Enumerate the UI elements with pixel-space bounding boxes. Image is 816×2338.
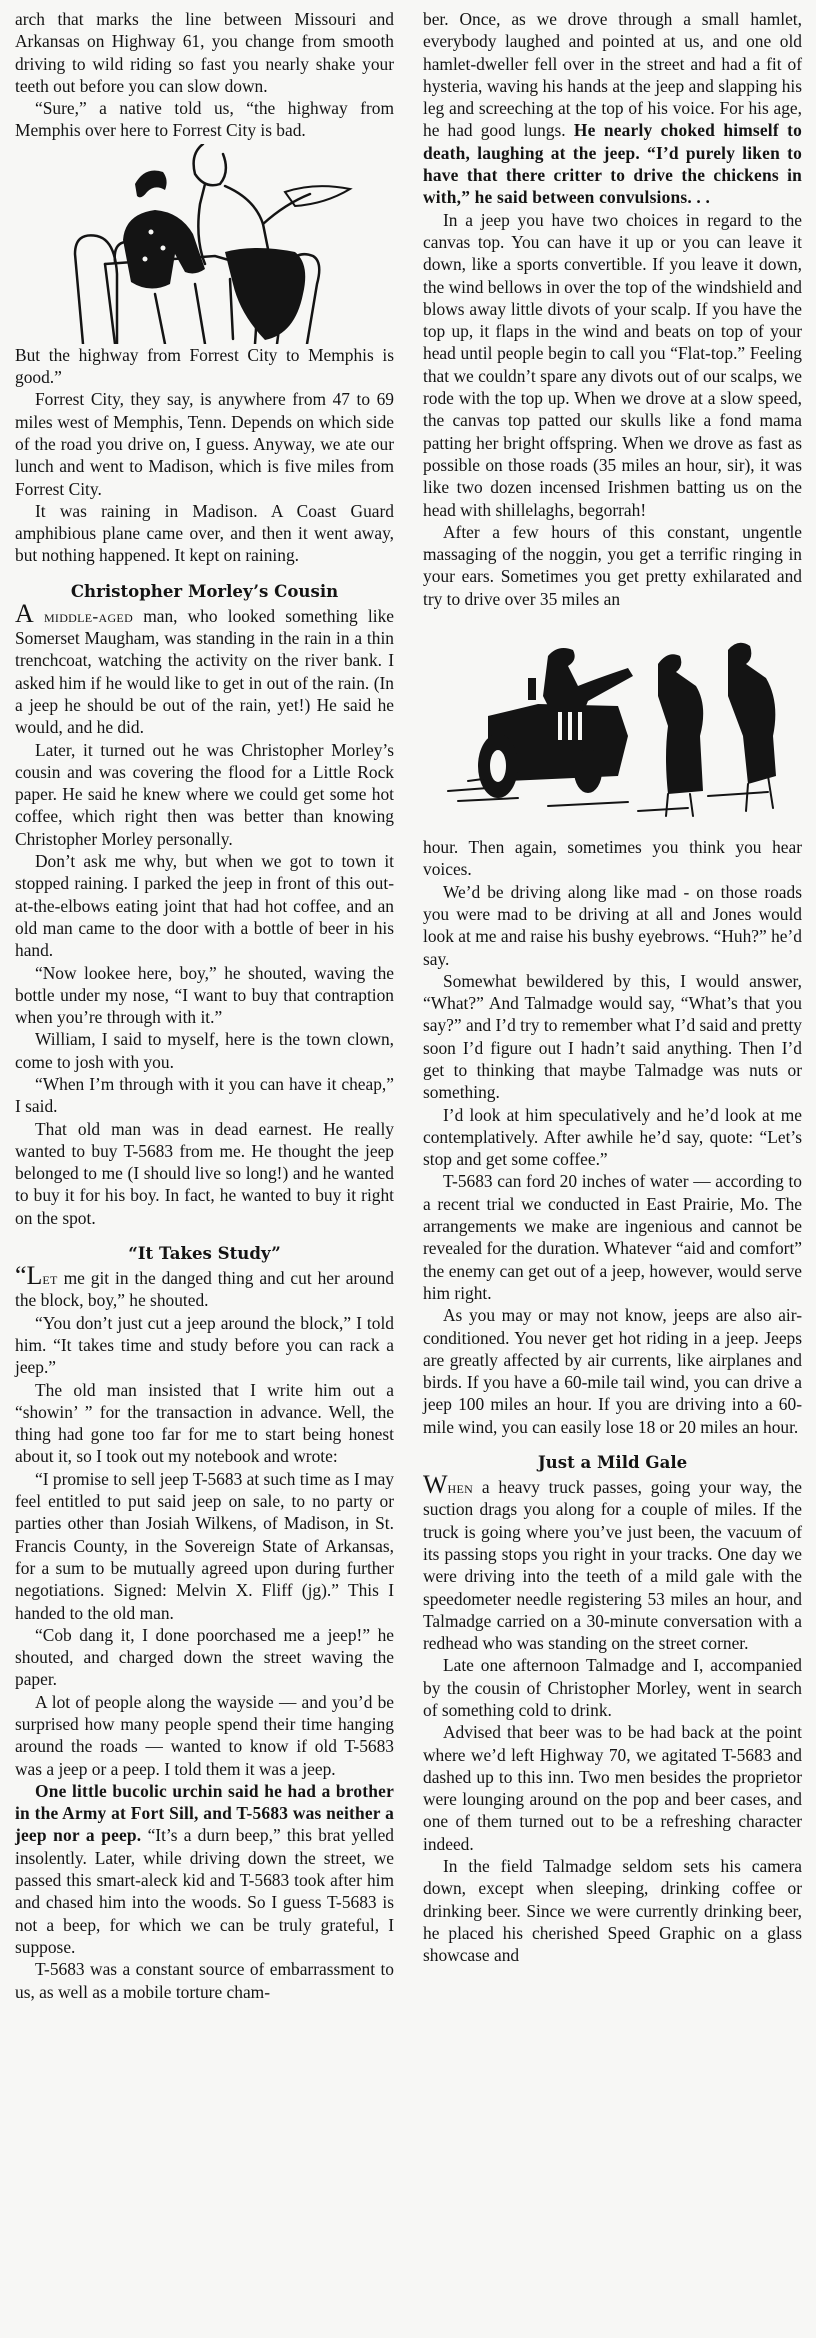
paragraph: As you may or may not know, jeeps are also air-conditioned. You never get hot riding in a jeep. Jeeps are greatly affected by air currents, like airplanes and birds. If you have a 60-mile tail wind, you can drive a jeep 100 miles an hour. If you are driving into a 60-mile wind, you can easily lose 18 or 20 miles an hour.	[423, 1305, 802, 1437]
bold-text: One little bucolic urchin said he had a brother in the Army at Fort Sill, and T-5683 was neither a jeep nor a peep.	[15, 1780, 394, 1846]
paragraph-text: ber. Once, as we drove through a small hamlet, everybody laughed and pointed at us, and one old hamlet-dweller fell over in the street and had a fit of hysteria, waving his hands at the jeep and slapping his leg and screeching at the top of his voice. For his age, he had good lungs.	[423, 9, 802, 141]
paragraph: Advised that beer was to be had back at the point where we’d left Highway 70, we agitated T-5683 and dashed up to this inn. Two men besides the proprietor were lounging around on the pop and beer cases, and one of them turned out to be a refreshing character indeed.	[423, 1722, 802, 1854]
small-caps-lead: et	[42, 1268, 58, 1289]
paragraph	[423, 8, 802, 209]
paragraph: Later, it turned out he was Christopher Morley’s cousin and was covering the flood for a Little Rock paper. He said he knew where we could get some hot coffee, which right then was better than knowing Christopher Morley personally.	[15, 739, 394, 849]
diner-illustration-icon	[55, 144, 355, 344]
paragraph: We’d be driving along like mad - on those roads you were mad to be driving at all and Jones would look at me and raise his bushy eyebrows. “Huh?” he’d say.	[423, 881, 802, 969]
paragraph: A lot of people along the wayside — and you’d be surprised how many people spend their time hanging around the roads — wanted to know if old T-5683 was a jeep or a peep. I told them it was a jeep.	[15, 1691, 394, 1779]
paragraph	[15, 1261, 394, 1312]
paragraph: Forrest City, they say, is anywhere from 47 to 69 miles west of Memphis, Tenn. Depends on which side of the road you drive on, I guess. Anyway, we ate our lunch and went to Madison, which is five miles from Forrest City.	[15, 389, 394, 499]
paragraph-text: a heavy truck passes, going your way, the suction drags you along for a couple of miles. If the truck is going where you’ve just been, the vacuum of its passing stops you right in your tracks. One day we were driving into the teeth of a mild gale with the speedometer needle registering 53 miles an hour, and Talmadge carried on a 30-minute conversation with a redhead who was standing on the street corner.	[423, 1477, 802, 1654]
paragraph: “Sure,” a native told us, “the highway from Memphis over here to Forrest City is bad.	[15, 98, 394, 141]
diner-illustration	[15, 144, 394, 344]
section-heading: “It Takes Study”	[128, 1243, 281, 1264]
right-column	[423, 8, 802, 1967]
small-caps-lead: hen	[447, 1477, 474, 1498]
section-heading: Just a Mild Gale	[537, 1452, 688, 1473]
paragraph: Late one afternoon Talmadge and I, accompanied by the cousin of Christopher Morley, went in search of something cold to drink.	[423, 1655, 802, 1720]
paragraph: T-5683 was a constant source of embarrassment to us, as well as a mobile torture cham-	[15, 1959, 394, 2002]
paragraph: Somewhat bewildered by this, I would answer, “What?” And Talmadge would say, “What’s that you say?” and I’d try to remember what I’d said and pretty soon I’d figure out I hadn’t said anything. Then I’d get to thinking that maybe Talmadge was nuts or something.	[423, 970, 802, 1103]
small-caps-lead: middle-aged	[43, 605, 134, 626]
jeep-illustration	[423, 616, 802, 836]
paragraph-text: man, who looked something like Somerset Maugham, was standing in the rain in a thin trenchcoat, watching the activity on the river bank. I asked him if he would like to get in out of the rain. (In a jeep he should be out of the rain, yet!) He said he would, and he did.	[15, 605, 394, 738]
paragraph: I’d look at him speculatively and he’d look at me contemplatively. After awhile he’d say, quote: “Let’s stop and get some coffee.”	[423, 1104, 802, 1170]
paragraph-text: “It’s a durn beep,” this brat yelled insolently. Later, while driving down the street, we passed this smart-aleck kid and T-5683 took after him and chased him into the woods. So I guess T-5683 is not a beep, for which we can be truly grateful, I suppose.	[15, 1825, 394, 1957]
paragraph	[15, 598, 394, 739]
paragraph: In a jeep you have two choices in regard to the canvas top. You can have it up or you can leave it down, like a sports convertible. If you leave it down, the wind bellows in over the top of the windshield and blows away little divots of your scalp. If you have the top up, it flaps in the wind and beats on top of your head until people begin to call you “Flat-top.” Feeling that we couldn’t spare any divots out of our scalps, we rode with the top up. When we drove at a slow speed, the canvas top patted our skulls like a fond mama patting her bright offspring. When we drove as fast as possible on those roads (35 miles an hour, sir), it was like two dozen incensed Irishmen batting us on the head with shillelaghs, begorrah!	[423, 209, 802, 520]
drop-cap: W	[423, 1470, 448, 1500]
paragraph	[15, 1780, 394, 1958]
drop-cap: “L	[15, 1261, 43, 1291]
paragraph: It was raining in Madison. A Coast Guard amphibious plane came over, and then it went away, but nothing happened. It kept on raining.	[15, 500, 394, 566]
paragraph: In the field Talmadge seldom sets his camera down, except when sleeping, drinking coffee or drinking beer. Since we were currently drinking beer, he placed his cherished Speed Graphic on a glass showcase and	[423, 1856, 802, 1966]
paragraph: William, I said to myself, here is the town clown, come to josh with you.	[15, 1029, 394, 1072]
paragraph: “When I’m through with it you can have it cheap,” I said.	[15, 1073, 394, 1117]
paragraph: arch that marks the line between Missouri and Arkansas on Highway 61, you change from smooth driving to wild riding so fast you nearly shake your teeth out before you can slow down.	[15, 9, 394, 96]
paragraph-text: me git in the danged thing and cut her around the block, boy,” he shouted.	[15, 1268, 394, 1311]
jeep-illustration-icon	[428, 616, 798, 826]
paragraph: After a few hours of this constant, ungentle massaging of the noggin, you get a terrific ringing in your ears. Sometimes you get pretty exhilarated and try to drive over 35 miles an	[423, 521, 802, 609]
paragraph: That old man was in dead earnest. He really wanted to buy T-5683 from me. He thought the jeep belonged to me (I should live so long!) and he wanted to buy it for his boy. In fact, he wanted to buy it right on the spot.	[15, 1118, 394, 1228]
paragraph: The old man insisted that I write him out a “showin’ ” for the transaction in advance. Well, the thing had gone too far for me to start being honest about it, so I took out my notebook and wrote:	[15, 1379, 394, 1467]
paragraph: Don’t ask me why, but when we got to town it stopped raining. I parked the jeep in front of this out-at-the-elbows eating joint that had hot coffee, and an old man came to the door with a bottle of beer in his hand.	[15, 851, 394, 961]
section-heading: Christopher Morley’s Cousin	[70, 580, 339, 601]
paragraph	[423, 1470, 802, 1654]
paragraph: But the highway from Forrest City to Memphis is good.”	[15, 344, 394, 388]
paragraph: “Cob dang it, I done poorchased me a jeep!” he shouted, and charged down the street waving the paper.	[15, 1624, 394, 1690]
bold-text: He nearly choked himself to death, laughing at the jeep. “I’d purely liken to have that there critter to drive the chickens in with,” he said between convulsions. . .	[423, 120, 802, 208]
left-column	[15, 8, 394, 2003]
paragraph: “You don’t just cut a jeep around the block,” I told him. “It takes time and study before you can rack a jeep.”	[15, 1312, 394, 1378]
paragraph: hour. Then again, sometimes you think you hear voices.	[423, 837, 802, 880]
paragraph: T-5683 can ford 20 inches of water — according to a recent trial we conducted in East Prairie, Mo. The arrangements we make are ingenious and cannot be revealed for the duration. Whatever “aid and comfort” the enemy can get out of a jeep, however, would serve him right.	[423, 1171, 802, 1303]
paragraph: “Now lookee here, boy,” he shouted, waving the bottle under my nose, “I want to buy that contraption when you’re through with it.”	[15, 962, 394, 1028]
paragraph: “I promise to sell jeep T-5683 at such time as I may feel entitled to put said jeep on sale, to no party or parties other than Josiah Wilkens, of Madison, in St. Francis County, in the Sovereign State of Arkansas, for a sum to be mutually agreed upon during further negotiations. Signed: Melvin X. Fliff (jg).” This I handed to the old man.	[15, 1468, 394, 1623]
drop-cap: A	[15, 598, 34, 628]
